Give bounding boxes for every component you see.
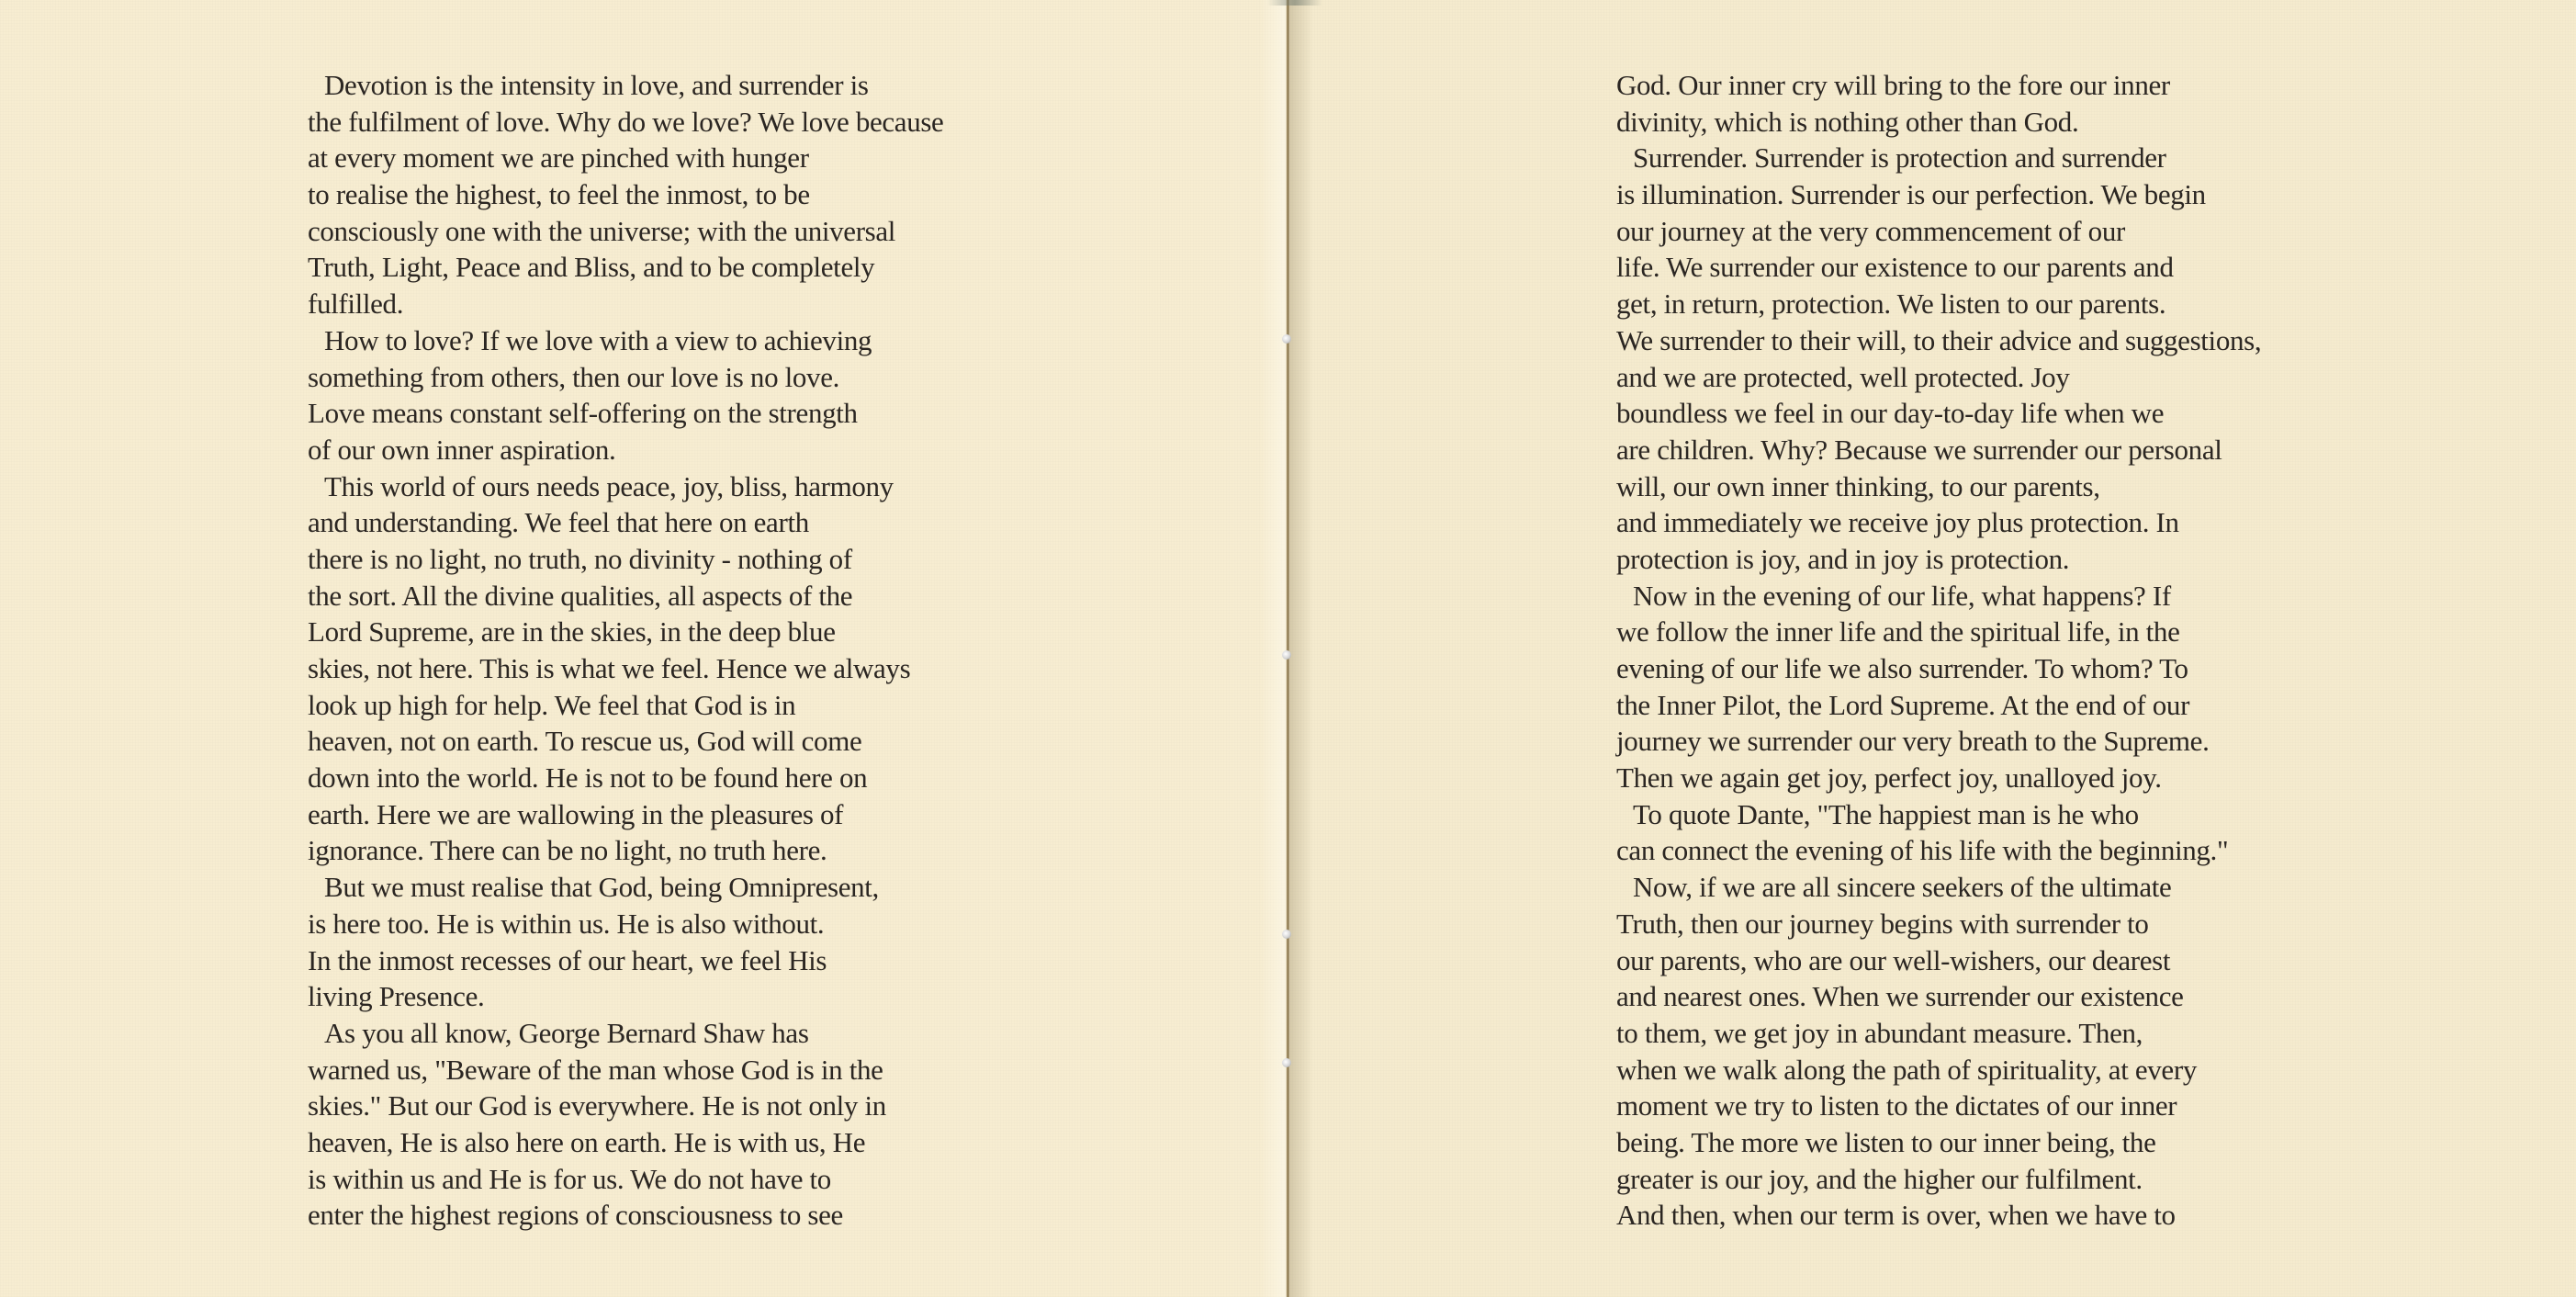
text-line: skies, not here. This is what we feel. Hence we always — [308, 652, 911, 684]
text-line: of our own inner aspiration. — [308, 433, 616, 466]
text-line: To quote Dante, "The happiest man is he who — [1633, 797, 2139, 830]
binding-stitch — [1282, 1058, 1291, 1067]
text-line: something from others, then our love is no love. — [308, 360, 839, 393]
text-line: This world of ours needs peace, joy, bliss, harmony — [324, 469, 894, 502]
text-line: our journey at the very commencement of our — [1616, 214, 2125, 247]
text-line: But we must realise that God, being Omnipresent, — [324, 871, 879, 904]
text-line: fulfilled. — [308, 288, 404, 321]
text-line: ignorance. There can be no light, no truth here. — [308, 834, 827, 867]
text-line: boundless we feel in our day-to-day life when we — [1616, 397, 2165, 430]
text-line: and immediately we receive joy plus protection. In — [1616, 506, 2179, 539]
text-line: being. The more we listen to our inner being, the — [1616, 1125, 2156, 1158]
text-line: the Inner Pilot, the Lord Supreme. At the end of our — [1616, 688, 2190, 721]
text-line: at every moment we are pinched with hunger — [308, 141, 809, 175]
text-line: As you all know, George Bernard Shaw has — [324, 1016, 809, 1049]
text-line: life. We surrender our existence to our parents and — [1616, 251, 2174, 284]
text-line: enter the highest regions of consciousness to see — [308, 1199, 843, 1232]
text-line: We surrender to their will, to their advice and suggestions, — [1616, 323, 2262, 356]
text-line: journey we surrender our very breath to the Supreme. — [1616, 725, 2210, 758]
text-line: are children. Why? Because we surrender our personal — [1616, 433, 2222, 466]
text-line: Lord Supreme, are in the skies, in the deep blue — [308, 615, 836, 648]
text-line: and we are protected, well protected. Joy — [1616, 360, 2070, 393]
text-line: moment we try to listen to the dictates of our inner — [1616, 1089, 2177, 1122]
text-line: God. Our inner cry will bring to the fore our inner — [1616, 69, 2170, 101]
text-line: In the inmost recesses of our heart, we feel His — [308, 943, 827, 976]
text-line: Now in the evening of our life, what happens? If — [1633, 579, 2171, 612]
text-line: the fulfilment of love. Why do we love? We love because — [308, 105, 944, 138]
text-line: earth. Here we are wallowing in the pleasures of — [308, 797, 844, 830]
text-line: we follow the inner life and the spiritual life, in the — [1616, 615, 2180, 648]
text-line: divinity, which is nothing other than God. — [1616, 105, 2079, 138]
text-line: look up high for help. We feel that God is in — [308, 688, 796, 721]
text-line: heaven, He is also here on earth. He is with us, He — [308, 1125, 866, 1158]
left-page — [0, 0, 1286, 1297]
page-edge-highlight — [1260, 0, 1286, 1297]
text-line: Then we again get joy, perfect joy, unalloyed joy. — [1616, 761, 2162, 795]
text-line: is illumination. Surrender is our perfection. We begin — [1616, 178, 2206, 211]
text-line: How to love? If we love with a view to achieving — [324, 323, 872, 356]
text-line: to them, we get joy in abundant measure. Then, — [1616, 1016, 2143, 1049]
text-line: living Presence. — [308, 980, 485, 1013]
binding-stitch — [1282, 334, 1291, 344]
text-line: evening of our life we also surrender. To whom? To — [1616, 652, 2188, 684]
text-line: is within us and He is for us. We do not have to — [308, 1162, 831, 1195]
text-line: protection is joy, and in joy is protection. — [1616, 542, 2070, 575]
text-line: is here too. He is within us. He is also without. — [308, 907, 825, 940]
text-line: Truth, then our journey begins with surrender to — [1616, 907, 2149, 940]
binding-stitch — [1282, 930, 1291, 939]
text-line: warned us, "Beware of the man whose God is in the — [308, 1053, 883, 1086]
text-line: Now, if we are all sincere seekers of the ultimate — [1633, 871, 2172, 904]
text-line: greater is our joy, and the higher our fulfilment. — [1616, 1162, 2143, 1195]
text-line: can connect the evening of his life with the beginning." — [1616, 834, 2229, 867]
text-line: and nearest ones. When we surrender our existence — [1616, 980, 2184, 1013]
gutter-shadow — [1289, 0, 1313, 1297]
text-line: Surrender. Surrender is protection and surrender — [1633, 141, 2166, 175]
text-line: skies." But our God is everywhere. He is not only in — [308, 1089, 886, 1122]
right-page — [1289, 0, 2576, 1297]
text-line: will, our own inner thinking, to our parents, — [1616, 469, 2100, 502]
text-line: to realise the highest, to feel the inmost, to be — [308, 178, 810, 211]
right-page-text — [1616, 67, 2261, 1234]
text-line: there is no light, no truth, no divinity - nothing of — [308, 542, 852, 575]
spine-top-shadow — [1267, 0, 1322, 6]
text-line: Love means constant self-offering on the strength — [308, 397, 858, 430]
text-line: get, in return, protection. We listen to our parents. — [1616, 288, 2166, 321]
text-line: Devotion is the intensity in love, and surrender is — [324, 69, 869, 101]
text-line: consciously one with the universe; with the universal — [308, 214, 896, 247]
text-line: and understanding. We feel that here on earth — [308, 506, 809, 539]
text-line: Truth, Light, Peace and Bliss, and to be completely — [308, 251, 875, 284]
binding-stitch — [1282, 650, 1291, 660]
text-line: our parents, who are our well-wishers, our dearest — [1616, 943, 2171, 976]
text-line: the sort. All the divine qualities, all aspects of the — [308, 579, 853, 612]
text-line: And then, when our term is over, when we have to — [1616, 1199, 2176, 1232]
text-line: when we walk along the path of spirituality, at every — [1616, 1053, 2197, 1086]
left-page-text — [308, 67, 943, 1234]
text-line: down into the world. He is not to be found here on — [308, 761, 868, 795]
text-line: heaven, not on earth. To rescue us, God will come — [308, 725, 862, 758]
